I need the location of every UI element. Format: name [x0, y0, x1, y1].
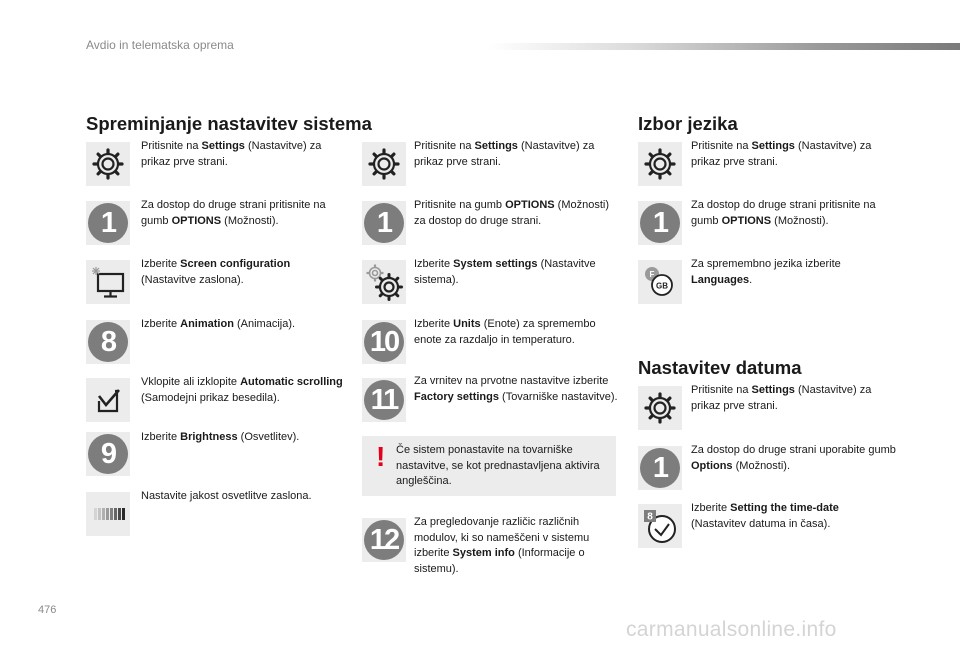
page-number: 476 [38, 604, 57, 616]
step-number-8: 8 [86, 320, 130, 364]
step-number-1: 1 [362, 201, 406, 245]
step-text: Za spremembno jezika izberite Languages. [691, 258, 841, 286]
warning-text: Če sistem ponastavite na tovarniške nastavitve, se kot prednastavljena aktivira angleščina. [396, 444, 600, 487]
gear-icon [638, 142, 682, 186]
watermark: carmanualsonline.info [626, 618, 837, 641]
warning-icon: ! [376, 441, 386, 472]
languages-badge-gb: GB [656, 281, 668, 291]
step-text: Izberite Brightness (Osvetlitev). [141, 431, 300, 443]
step-text: Vklopite ali izklopite Automatic scrolling (Samodejni prikaz besedila). [141, 376, 343, 404]
step-text: Pritisnite na Settings (Nastavitve) za prikaz prve strani. [691, 140, 872, 168]
clock-badge: 8 [647, 511, 653, 523]
step-number-11: 11 [362, 378, 406, 422]
step-text: Izberite System settings (Nastavitve sistema). [414, 258, 596, 286]
step-text: Za dostop do druge strani pritisnite na gumb OPTIONS (Možnosti). [141, 199, 326, 227]
step-number-1: 1 [638, 201, 682, 245]
section-title-language: Izbor jezika [638, 113, 738, 134]
step-text: Pritisnite na gumb OPTIONS (Možnosti) za dostop do druge strani. [414, 199, 610, 227]
step-text: Pritisnite na Settings (Nastavitve) za prikaz prve strani. [691, 384, 872, 412]
step-number-9: 9 [86, 432, 130, 476]
step-number-1: 1 [638, 446, 682, 490]
step-text: Za dostop do druge strani pritisnite na gumb OPTIONS (Možnosti). [691, 199, 876, 227]
step-text: Izberite Screen configuration (Nastavitve zaslona). [141, 258, 291, 286]
languages-icon [638, 260, 682, 304]
checkbox-icon [86, 378, 130, 422]
step-number-1: 1 [86, 201, 130, 245]
gear-icon [362, 142, 406, 186]
step-text: Pritisnite na Settings (Nastavitve) za prikaz prve strani. [414, 140, 595, 168]
step-text: Izberite Setting the time-date (Nastavitev datuma in časa). [691, 502, 839, 530]
gear-icon [86, 142, 130, 186]
section-title-system: Spreminjanje nastavitev sistema [86, 113, 372, 134]
step-number-10: 10 [362, 320, 406, 364]
gear-icon [638, 386, 682, 430]
header-decorative-bar [488, 43, 960, 50]
running-header: Avdio in telematska oprema [86, 38, 234, 52]
step-number-12: 12 [362, 518, 406, 562]
clock-icon [638, 504, 682, 548]
section-title-date: Nastavitev datuma [638, 357, 802, 378]
screen-config-icon [86, 260, 130, 304]
step-text: Nastavite jakost osvetlitve zaslona. [141, 490, 312, 502]
system-settings-icon [362, 260, 406, 304]
step-text: Za pregledovanje različic različnih modulov, ki so nameščeni v sistemu izberite System info (Informacije o sistemu). [414, 516, 590, 575]
step-text: Izberite Units (Enote) za spremembo enote za razdaljo in temperaturo. [414, 318, 596, 346]
languages-badge-f: F [649, 270, 655, 279]
step-text: Izberite Animation (Animacija). [141, 318, 296, 330]
step-text: Za dostop do druge strani uporabite gumb Options (Možnosti). [691, 444, 896, 472]
step-text: Za vrnitev na prvotne nastavitve izberite Factory settings (Tovarniške nastavitve). [414, 375, 618, 403]
brightness-scale-icon [86, 492, 130, 536]
step-text: Pritisnite na Settings (Nastavitve) za prikaz prve strani. [141, 140, 322, 168]
